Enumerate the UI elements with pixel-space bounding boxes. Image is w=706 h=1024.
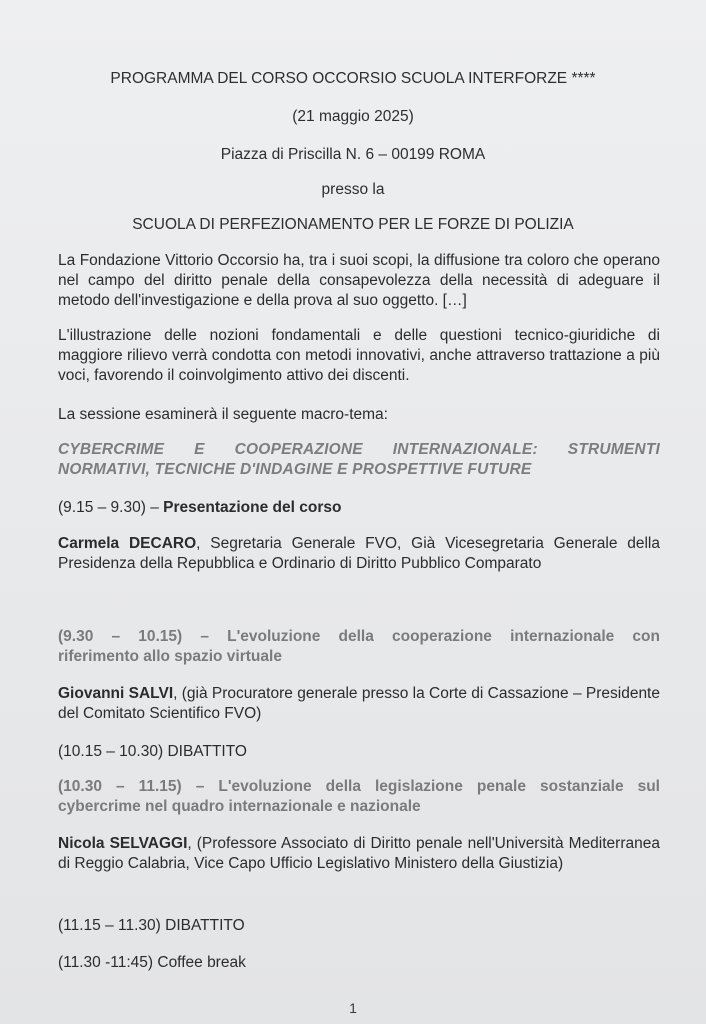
macro-theme-line-1: CYBERCRIME E COOPERAZIONE INTERNAZIONALE: STRUMENTI [58,441,660,458]
document-title: PROGRAMMA DEL CORSO OCCORSIO SCUOLA INTERFORZE **** [110,70,596,87]
macro-theme-line-2: NORMATIVI, TECNICHE D'INDAGINE E PROSPETTIVE FUTURE [58,461,532,478]
macro-theme [58,440,660,480]
speaker-role: , (già Procuratore generale presso la Corte di Cassazione – Presidente del Comitato Scientifico FVO) [58,685,660,722]
session-3-line-2: cybercrime nel quadro internazionale e nazionale [58,798,421,815]
session-2-line-1: (9.30 – 10.15) – L'evoluzione della cooperazione internazionale con [58,628,660,645]
session-3-speaker [58,834,660,874]
session-2-line-2: riferimento allo spazio virtuale [58,648,282,665]
debate-2: (11.15 – 11.30) DIBATTITO [58,917,245,934]
speaker-role: , Segretaria Generale FVO, Già Vicesegretaria Generale della Presidenza della Repubblica e Ordinario di Diritto Pubblico Comparato [58,535,660,572]
presso-line: presso la [321,181,385,198]
speaker-name: Giovanni SALVI [58,685,174,702]
intro-paragraph-1: La Fondazione Vittorio Occorsio ha, tra i suoi scopi, la diffusione tra coloro che operano nel campo del diritto penale della consapevolezza della necessità di adeguare il metodo dell'investigazione e della prova al suo oggetto. […] [58,252,660,309]
speaker-name: Carmela DECARO [58,535,197,552]
speaker-name: Nicola SELVAGGI [58,835,188,852]
session-2-heading [58,627,660,667]
coffee-break: (11.30 -11:45) Coffee break [58,954,246,971]
session-2-speaker [58,684,660,724]
intro-paragraph-3: La sessione esaminerà il seguente macro-tema: [58,406,388,423]
session-3-heading [58,777,660,817]
course-date: (21 maggio 2025) [292,108,414,125]
session-1-time: (9.15 – 9.30) – [58,499,164,516]
session-1-heading [58,498,660,518]
session-1-speaker [58,534,660,574]
intro-paragraph-2: L'illustrazione delle nozioni fondamentali e delle questioni tecnico-giuridiche di maggiore rilievo verrà condotta con metodi innovativi, anche attraverso trattazione a più voci, favorendo il coinvolgimento attivo dei discenti. [58,327,660,384]
speaker-role: , (Professore Associato di Diritto penale nell'Università Mediterranea di Reggio Calabria, Vice Capo Ufficio Legislativo Ministero della Giustizia) [58,835,660,872]
session-1-title: Presentazione del corso [163,499,342,516]
page-number: 1 [349,1000,357,1016]
debate-1: (10.15 – 10.30) DIBATTITO [58,743,247,760]
school-name: SCUOLA DI PERFEZIONAMENTO PER LE FORZE DI POLIZIA [132,216,574,233]
session-3-line-1: (10.30 – 11.15) – L'evoluzione della legislazione penale sostanziale sul [58,778,660,795]
venue-address: Piazza di Priscilla N. 6 – 00199 ROMA [220,146,486,163]
